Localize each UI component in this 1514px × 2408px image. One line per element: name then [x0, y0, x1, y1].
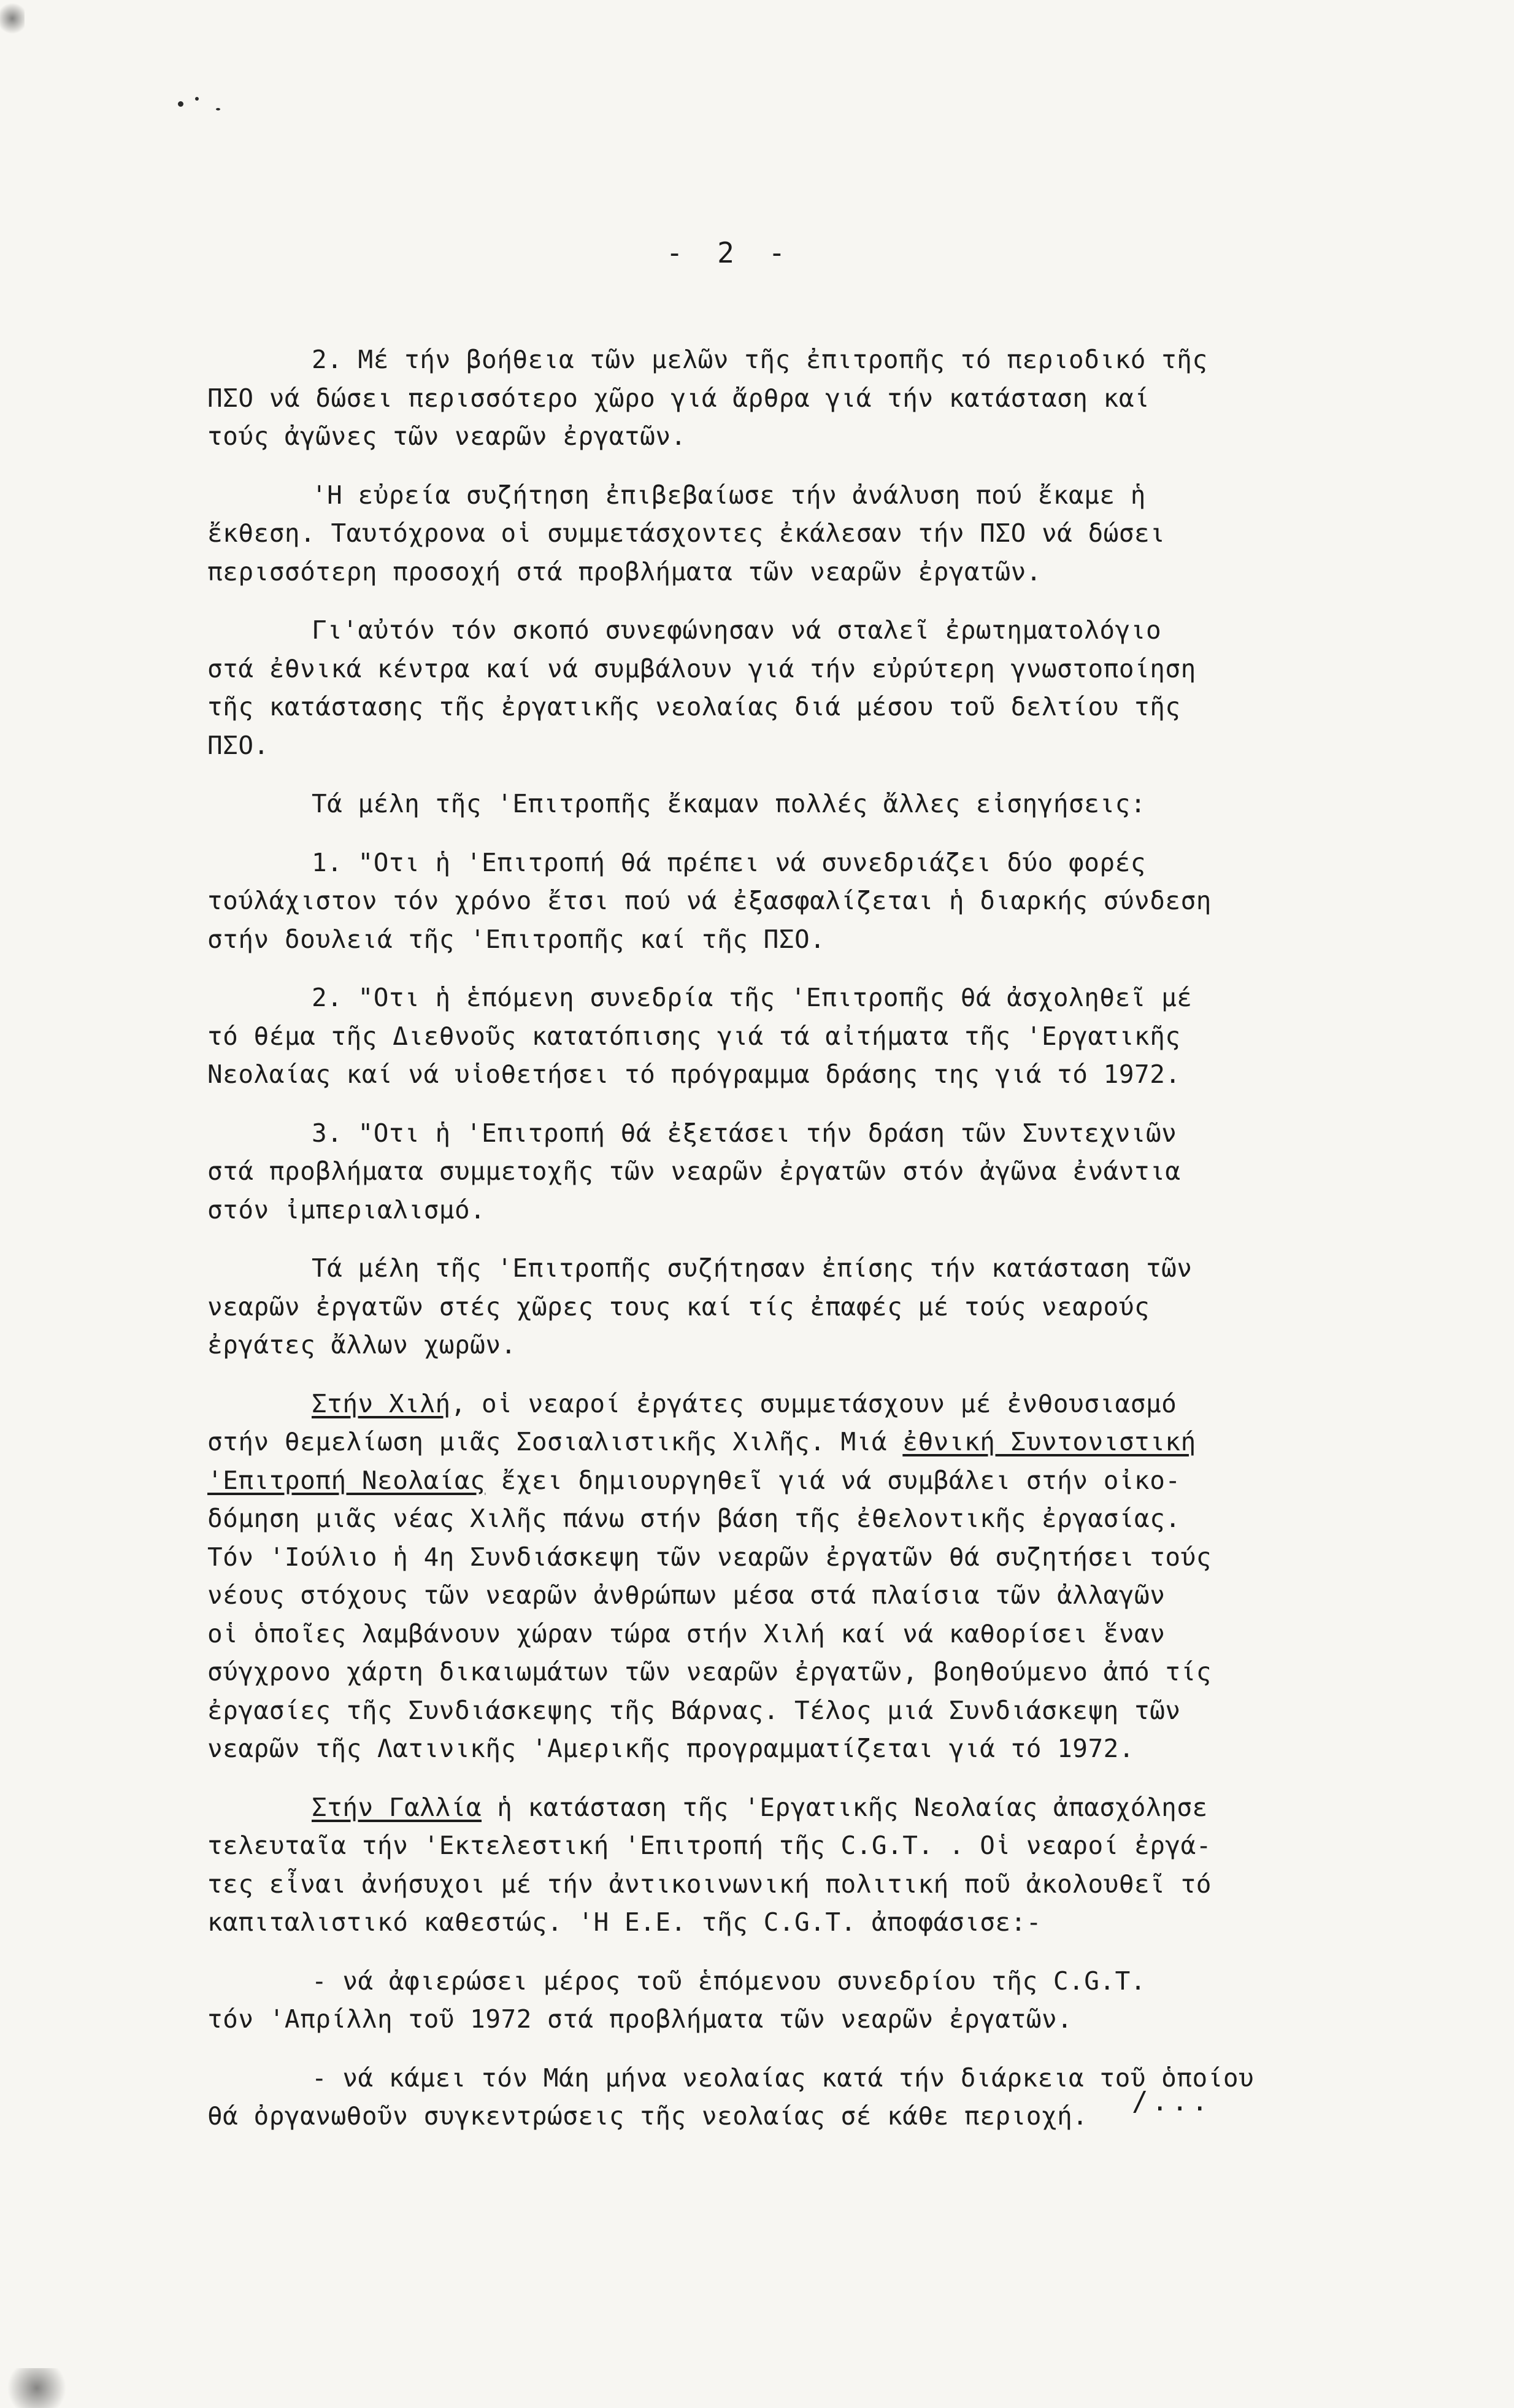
text-line [207, 611, 1434, 650]
text-line [207, 1152, 1434, 1191]
paragraph [207, 1962, 1434, 2039]
paragraph [207, 2059, 1434, 2136]
text-line [207, 379, 1434, 418]
continuation-mark: /... [1132, 2086, 1212, 2117]
text-line [207, 1055, 1434, 1094]
text-segment: τό θέμα τῆς Διεθνοῦς κατατόπισης γιά τά αἰτήματα τῆς 'Εργατικῆς [207, 1021, 1181, 1051]
text-segment: σύγχρονο χάρτη δικαιωμάτων τῶν νεαρῶν ἐργατῶν, βοηθούμενο ἀπό τίς [207, 1657, 1212, 1687]
text-line [207, 650, 1434, 688]
paragraph [207, 476, 1434, 591]
text-segment: ΠΣΟ. [207, 730, 269, 760]
text-line [207, 1538, 1434, 1577]
text-segment: ἐργασίες τῆς Συνδιάσκεψης τῆς Βάρνας. Τέλος μιά Συνδιάσκεψη τῶν [207, 1695, 1181, 1725]
text-segment: δόμηση μιᾶς νέας Χιλῆς πάνω στήν βάση τῆς ἐθελοντικῆς ἐργασίας. [207, 1504, 1181, 1533]
text-line [207, 1962, 1434, 2001]
text-segment: ἐργάτες ἄλλων χωρῶν. [207, 1330, 517, 1360]
text-line [207, 726, 1434, 765]
text-line [207, 1653, 1434, 1691]
text-segment: 2. Μέ τήν βοήθεια τῶν μελῶν τῆς ἐπιτροπῆς τό περιοδικό τῆς [312, 345, 1208, 374]
text-segment: νεαρῶν ἐργατῶν στές χῶρες τους καί τίς ἐπαφές μέ τούς νεαρούς [207, 1291, 1150, 1321]
page-number: - 2 - [666, 236, 794, 269]
text-line [207, 1017, 1434, 1056]
text-segment: Τόν 'Ιούλιο ἡ 4η Συνδιάσκεψη τῶν νεαρῶν ἐργατῶν θά συζητήσει τούς [207, 1542, 1212, 1572]
paragraph [207, 785, 1434, 823]
text-segment: Τά μέλη τῆς 'Επιτροπῆς συζήτησαν ἐπίσης τήν κατάσταση τῶν [312, 1253, 1193, 1283]
paragraph [207, 979, 1434, 1094]
text-line [207, 1423, 1434, 1461]
text-line [207, 1385, 1434, 1423]
paragraph [207, 340, 1434, 456]
text-line [207, 882, 1434, 920]
text-segment: 2. "Οτι ἡ ἑπόμενη συνεδρία τῆς 'Επιτροπῆς θά ἀσχοληθεῖ μέ [312, 983, 1193, 1012]
text-line [207, 979, 1434, 1017]
paragraph [207, 611, 1434, 764]
text-segment: στήν θεμελίωση μιᾶς Σοσιαλιστικῆς Χιλῆς. Μιά [207, 1427, 903, 1456]
paragraph [207, 1788, 1434, 1942]
scan-smudge [0, 2368, 74, 2408]
paragraph [207, 1249, 1434, 1364]
text-segment: θά ὀργανωθοῦν συγκεντρώσεις τῆς νεολαίας σέ κάθε περιοχή. [207, 2101, 1088, 2131]
text-segment: οἱ ὁποῖες λαμβάνουν χώραν τώρα στήν Χιλή καί νά καθορίσει ἕναν [207, 1618, 1166, 1648]
text-segment: 'Η εὐρεία συζήτηση ἐπιβεβαίωσε τήν ἀνάλυση πού ἔκαμε ἡ [312, 480, 1146, 510]
text-line [207, 1326, 1434, 1364]
text-line [207, 340, 1434, 379]
text-segment: τούλάχιστον τόν χρόνο ἔτσι πού νά ἐξασφαλίζεται ἡ διαρκής σύνδεση [207, 886, 1212, 915]
text-line [207, 1576, 1434, 1615]
scan-speck [178, 101, 183, 107]
text-segment: τούς ἀγῶνες τῶν νεαρῶν ἐργατῶν. [207, 421, 686, 451]
paragraph [207, 1385, 1434, 1768]
text-segment: στόν ἰμπεριαλισμό. [207, 1194, 486, 1225]
text-segment: , οἱ νεαροί ἐργάτες συμμετάσχουν μέ ἐνθουσιασμό [450, 1388, 1177, 1418]
underlined-text: Στήν Χιλή [312, 1388, 451, 1418]
text-segment: τες εἶναι ἀνήσυχοι μέ τήν ἀντικοινωνική πολιτική ποῦ ἀκολουθεῖ τό [207, 1869, 1212, 1899]
text-line [207, 1249, 1434, 1288]
text-line [207, 1691, 1434, 1730]
text-segment: τόν 'Απρίλλη τοῦ 1972 στά προβλήματα τῶν νεαρῶν ἐργατῶν. [207, 2004, 1073, 2034]
text-line [207, 2059, 1434, 2098]
paragraph [207, 1114, 1434, 1229]
text-line [207, 1191, 1434, 1229]
text-segment: 1. "Οτι ἡ 'Επιτροπή θά πρέπει νά συνεδριάζει δύο φορές [312, 847, 1146, 877]
text-line [207, 476, 1434, 515]
text-line [207, 2000, 1434, 2039]
text-segment: στά προβλήματα συμμετοχῆς τῶν νεαρῶν ἐργατῶν στόν ἀγῶνα ἐνάντια [207, 1156, 1181, 1186]
text-line [207, 785, 1434, 823]
text-segment: Τά μέλη τῆς 'Επιτροπῆς ἔκαμαν πολλές ἄλλες εἰσηγήσεις: [312, 789, 1146, 818]
text-segment: νεαρῶν τῆς Λατινικῆς 'Αμερικῆς προγραμματίζεται γιά τό 1972. [207, 1734, 1135, 1763]
text-segment: ΠΣΟ νά δώσει περισσότερο χῶρο γιά ἄρθρα γιά τήν κατάσταση καί [207, 383, 1150, 413]
text-line [207, 1903, 1434, 1942]
text-line [207, 1788, 1434, 1827]
text-segment: νέους στόχους τῶν νεαρῶν ἀνθρώπων μέσα στά πλαίσια τῶν ἀλλαγῶν [207, 1580, 1166, 1610]
text-segment: ἔχει δημιουργηθεῖ γιά νά συμβάλει στήν οἰκο- [485, 1465, 1181, 1495]
text-segment: - νά κάμει τόν Μάη μήνα νεολαίας κατά τήν διάρκεια τοῦ ὁποίου [312, 2063, 1255, 2093]
text-line [207, 1729, 1434, 1768]
text-line [207, 1461, 1434, 1500]
text-segment: τελευταῖα τήν 'Εκτελεστική 'Επιτροπή τῆς C.G.T. . Οἱ νεαροί ἐργά- [207, 1831, 1212, 1860]
text-segment: ἔκθεση. Ταυτόχρονα οἱ συμμετάσχοντες ἐκάλεσαν τήν ΠΣΟ νά δώσει [207, 518, 1166, 548]
text-segment: στά ἐθνικά κέντρα καί νά συμβάλουν γιά τήν εὐρύτερη γνωστοποίηση [207, 653, 1196, 683]
text-segment: ἡ κατάσταση τῆς 'Εργατικῆς Νεολαίας ἀπασχόλησε [482, 1792, 1208, 1822]
underlined-text: 'Επιτροπή Νεολαίας [207, 1465, 486, 1495]
text-line [207, 2097, 1434, 2136]
text-line [207, 417, 1434, 456]
scan-smudge [0, 0, 25, 37]
text-line [207, 1288, 1434, 1326]
text-line [207, 553, 1434, 591]
text-line [207, 920, 1434, 959]
document-body [207, 340, 1434, 2156]
text-segment: Νεολαίας καί νά υἱοθετήσει τό πρόγραμμα δράσης της γιά τό 1972. [207, 1060, 1181, 1089]
text-line [207, 1826, 1434, 1865]
text-segment: τῆς κατάστασης τῆς ἐργατικῆς νεολαίας διά μέσου τοῦ δελτίου τῆς [207, 692, 1181, 721]
text-line [207, 688, 1434, 726]
text-segment: 3. "Οτι ἡ 'Επιτροπή θά ἐξετάσει τήν δράση τῶν Συντεχνιῶν [312, 1118, 1177, 1148]
underlined-text: ἐθνική Συντονιστική [902, 1427, 1196, 1456]
text-line [207, 1615, 1434, 1653]
text-line [207, 1114, 1434, 1153]
text-line [207, 514, 1434, 553]
text-segment: Γι'αὐτόν τόν σκοπό συνεφώνησαν νά σταλεῖ ἐρωτηματολόγιο [312, 615, 1162, 645]
scan-speck [216, 108, 220, 110]
text-segment: στήν δουλειά τῆς 'Επιτροπῆς καί τῆς ΠΣΟ. [207, 924, 826, 954]
scan-speck [195, 97, 199, 101]
text-line [207, 1865, 1434, 1904]
text-segment: καπιταλιστικό καθεστώς. 'Η Ε.Ε. τῆς C.G.T. ἀποφάσισε:- [207, 1907, 1042, 1937]
text-line [207, 844, 1434, 882]
text-segment: - νά ἀφιερώσει μέρος τοῦ ἑπόμενου συνεδρίου τῆς C.G.T. [312, 1966, 1146, 1996]
text-segment: περισσότερη προσοχή στά προβλήματα τῶν νεαρῶν ἐργατῶν. [207, 556, 1042, 587]
underlined-text: Στήν Γαλλία [312, 1792, 482, 1822]
paragraph [207, 844, 1434, 959]
text-line [207, 1499, 1434, 1538]
